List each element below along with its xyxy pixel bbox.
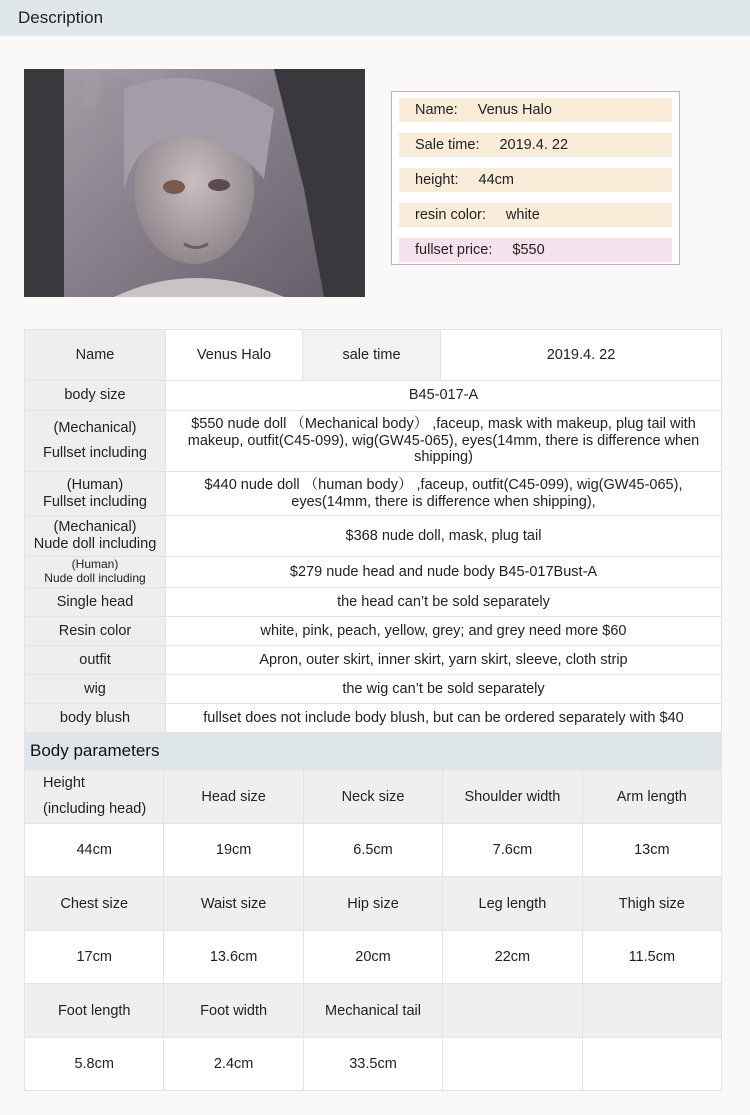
summary-value: 2019.4. 22 xyxy=(499,137,569,153)
table-row xyxy=(25,931,722,984)
param-header xyxy=(25,770,164,824)
section-header-description xyxy=(0,0,750,36)
param-header: Shoulder width xyxy=(443,770,582,824)
spec-key xyxy=(25,557,166,588)
table-row xyxy=(25,1038,722,1091)
spec-value: 2019.4. 22 xyxy=(441,330,722,381)
param-header: Thigh size xyxy=(582,877,721,931)
param-header xyxy=(582,984,721,1038)
summary-value: $550 xyxy=(512,242,545,258)
param-header: Arm length xyxy=(582,770,721,824)
summary-value: white xyxy=(505,207,540,223)
param-header xyxy=(443,984,582,1038)
table-row xyxy=(25,411,722,472)
param-value: 33.5cm xyxy=(303,1038,442,1091)
body-parameters-title xyxy=(24,732,722,769)
spec-key-line: Nude doll including xyxy=(33,536,157,552)
spec-value: Apron, outer skirt, inner skirt, yarn skirt, sleeve, cloth strip xyxy=(166,646,722,675)
spec-value: $279 nude head and nude body B45-017Bust-A xyxy=(166,557,722,588)
table-row xyxy=(25,824,722,877)
spec-key-line: (Mechanical) xyxy=(53,519,137,536)
summary-label: fullset price: xyxy=(415,242,493,258)
spec-value: Venus Halo xyxy=(166,330,303,381)
param-header-line: (including head) xyxy=(43,800,147,817)
spec-key-line: Fullset including xyxy=(43,445,147,461)
param-header: Waist size xyxy=(164,877,303,931)
param-value: 2.4cm xyxy=(164,1038,303,1091)
spec-key-line: Nude doll including xyxy=(44,571,146,585)
summary-label: height: xyxy=(415,172,459,188)
spec-value: white, pink, peach, yellow, grey; and grey need more $60 xyxy=(166,617,722,646)
summary-value: 44cm xyxy=(478,172,515,188)
summary-box xyxy=(391,91,680,265)
param-header: Mechanical tail xyxy=(303,984,442,1038)
summary-label: Sale time: xyxy=(415,137,480,153)
spec-key xyxy=(25,472,166,516)
spec-key: sale time xyxy=(303,330,441,381)
table-row xyxy=(25,617,722,646)
spec-key xyxy=(25,516,166,557)
param-value: 13.6cm xyxy=(164,931,303,984)
table-row xyxy=(25,646,722,675)
spec-key: Single head xyxy=(25,588,166,617)
table-row xyxy=(25,516,722,557)
section-title: Description xyxy=(18,8,104,27)
param-value xyxy=(443,1038,582,1091)
param-value: 6.5cm xyxy=(303,824,442,877)
spec-value: fullset does not include body blush, but can be ordered separately with $40 xyxy=(166,704,722,733)
spec-key: wig xyxy=(25,675,166,704)
param-header: Neck size xyxy=(303,770,442,824)
param-value: 5.8cm xyxy=(25,1038,164,1091)
param-header: Hip size xyxy=(303,877,442,931)
spec-value: $440 nude doll （human body） ,faceup, outfit(C45-099), wig(GW45-065), eyes(14mm, there is difference when shipping), xyxy=(166,472,722,516)
table-row xyxy=(25,472,722,516)
table-row xyxy=(25,381,722,411)
table-row xyxy=(25,675,722,704)
param-value: 19cm xyxy=(164,824,303,877)
param-value xyxy=(582,1038,721,1091)
spec-key: outfit xyxy=(25,646,166,675)
body-parameters-table xyxy=(24,769,722,1091)
summary-row-resin-color xyxy=(399,203,672,227)
spec-value: $550 nude doll （Mechanical body） ,faceup, mask with makeup, plug tail with makeup, outfit(C45-099), wig(GW45-065), eyes(14mm, there is difference when shipping) xyxy=(166,411,722,472)
spec-value: $368 nude doll, mask, plug tail xyxy=(166,516,722,557)
param-value: 7.6cm xyxy=(443,824,582,877)
spec-key-line: Fullset including xyxy=(43,493,147,510)
param-value: 20cm xyxy=(303,931,442,984)
table-row xyxy=(25,984,722,1038)
spec-key-line: (Human) xyxy=(71,557,119,572)
summary-row-name xyxy=(399,98,672,122)
spec-value: B45-017-A xyxy=(166,381,722,411)
summary-value: Venus Halo xyxy=(477,102,552,118)
param-value: 17cm xyxy=(25,931,164,984)
body-parameters-heading: Body parameters xyxy=(30,740,160,760)
spec-value: the head can’t be sold separately xyxy=(166,588,722,617)
table-row xyxy=(25,557,722,588)
doll-photo-icon xyxy=(24,69,365,297)
spec-key: Resin color xyxy=(25,617,166,646)
summary-label: resin color: xyxy=(415,207,486,223)
param-value: 22cm xyxy=(443,931,582,984)
table-row xyxy=(25,704,722,733)
table-row xyxy=(25,770,722,824)
table-row xyxy=(25,330,722,381)
spec-value: the wig can’t be sold separately xyxy=(166,675,722,704)
param-header: Head size xyxy=(164,770,303,824)
summary-label: Name: xyxy=(415,102,458,118)
spec-key xyxy=(25,411,166,472)
table-row xyxy=(25,588,722,617)
spec-key: body blush xyxy=(25,704,166,733)
spec-key-line: (Human) xyxy=(66,476,124,493)
param-header: Foot length xyxy=(25,984,164,1038)
spec-key: Name xyxy=(25,330,166,381)
doll-photo xyxy=(24,69,365,297)
param-header-line: Height xyxy=(43,775,85,792)
table-row xyxy=(25,877,722,931)
param-header: Foot width xyxy=(164,984,303,1038)
param-header: Chest size xyxy=(25,877,164,931)
summary-row-fullset-price xyxy=(399,238,672,262)
param-value: 44cm xyxy=(25,824,164,877)
spec-table xyxy=(24,329,722,733)
summary-row-height xyxy=(399,168,672,192)
spec-key-line: (Mechanical) xyxy=(53,420,137,437)
param-header: Leg length xyxy=(443,877,582,931)
summary-row-sale-time xyxy=(399,133,672,157)
param-value: 13cm xyxy=(582,824,721,877)
spec-key: body size xyxy=(25,381,166,411)
param-value: 11.5cm xyxy=(582,931,721,984)
